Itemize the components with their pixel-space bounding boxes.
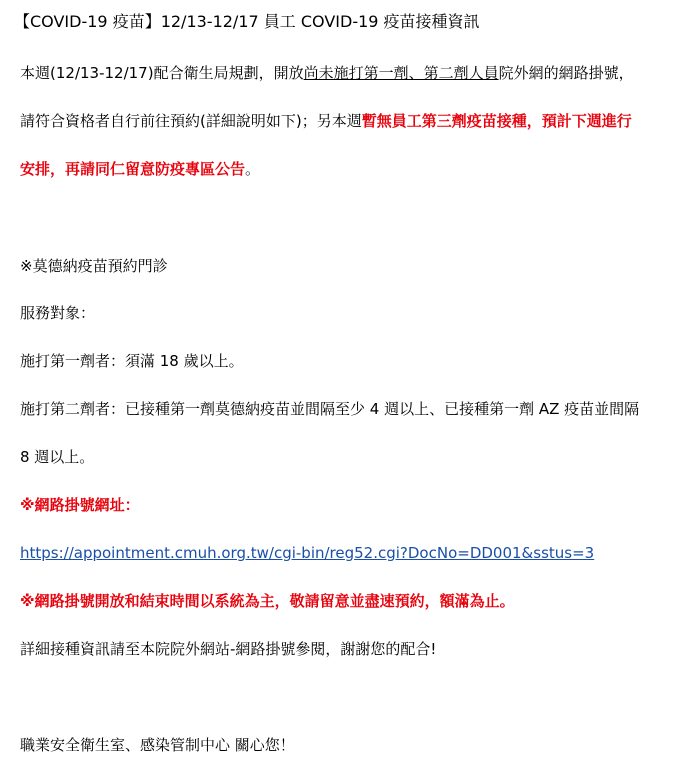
intro-line3-red: 安排，再請同仁留意防疫專區公告 xyxy=(20,160,246,178)
intro-text-part1: 本週(12/13-12/17)配合衛生局規劃，開放 xyxy=(20,64,304,82)
service-label: 服務對象： xyxy=(20,304,96,322)
intro-underlined-text: 尚未施打第一劑、第二劑人員 xyxy=(303,64,499,82)
registration-link[interactable]: https://appointment.cmuh.org.tw/cgi-bin/reg52.cgi?DocNo=DD001&sstus=3 xyxy=(20,544,595,562)
intro-text-part2: 院外網的網路掛號， xyxy=(498,64,634,82)
registration-warning: ※網路掛號開放和結束時間以系統為主，敬請留意並盡速預約，額滿為止。 xyxy=(20,592,515,610)
details-text: 詳細接種資訊請至本院院外網站-網路掛號參閱，謝謝您的配合! xyxy=(20,640,437,658)
intro-line2-red: 暫無員工第三劑疫苗接種，預計下週進行 xyxy=(361,112,632,130)
dose1-requirement: 施打第一劑者：須滿 18 歲以上。 xyxy=(20,352,244,370)
intro-line-2 xyxy=(20,110,685,132)
notice-title: 【COVID-19 疫苗】12/13-12/17 員工 COVID-19 疫苗接種資訊 xyxy=(14,12,480,31)
registration-link-row xyxy=(20,542,685,564)
intro-line-1 xyxy=(20,62,685,84)
dose2-requirement-line1: 施打第二劑者：已接種第一劑莫德納疫苗並間隔至少 4 週以上、已接種第一劑 AZ 疫苗並間隔 xyxy=(20,400,640,418)
intro-line3-end: 。 xyxy=(245,160,261,178)
clinic-heading: ※莫德納疫苗預約門診 xyxy=(20,257,168,275)
signature: 職業安全衛生室、感染管制中心 關心您！ xyxy=(20,736,295,754)
url-heading: ※網路掛號網址： xyxy=(20,496,140,514)
intro-line2-normal: 請符合資格者自行前往預約(詳細說明如下)；另本週 xyxy=(20,112,362,130)
intro-line-3 xyxy=(20,158,685,180)
dose2-requirement-line2: 8 週以上。 xyxy=(20,448,95,466)
